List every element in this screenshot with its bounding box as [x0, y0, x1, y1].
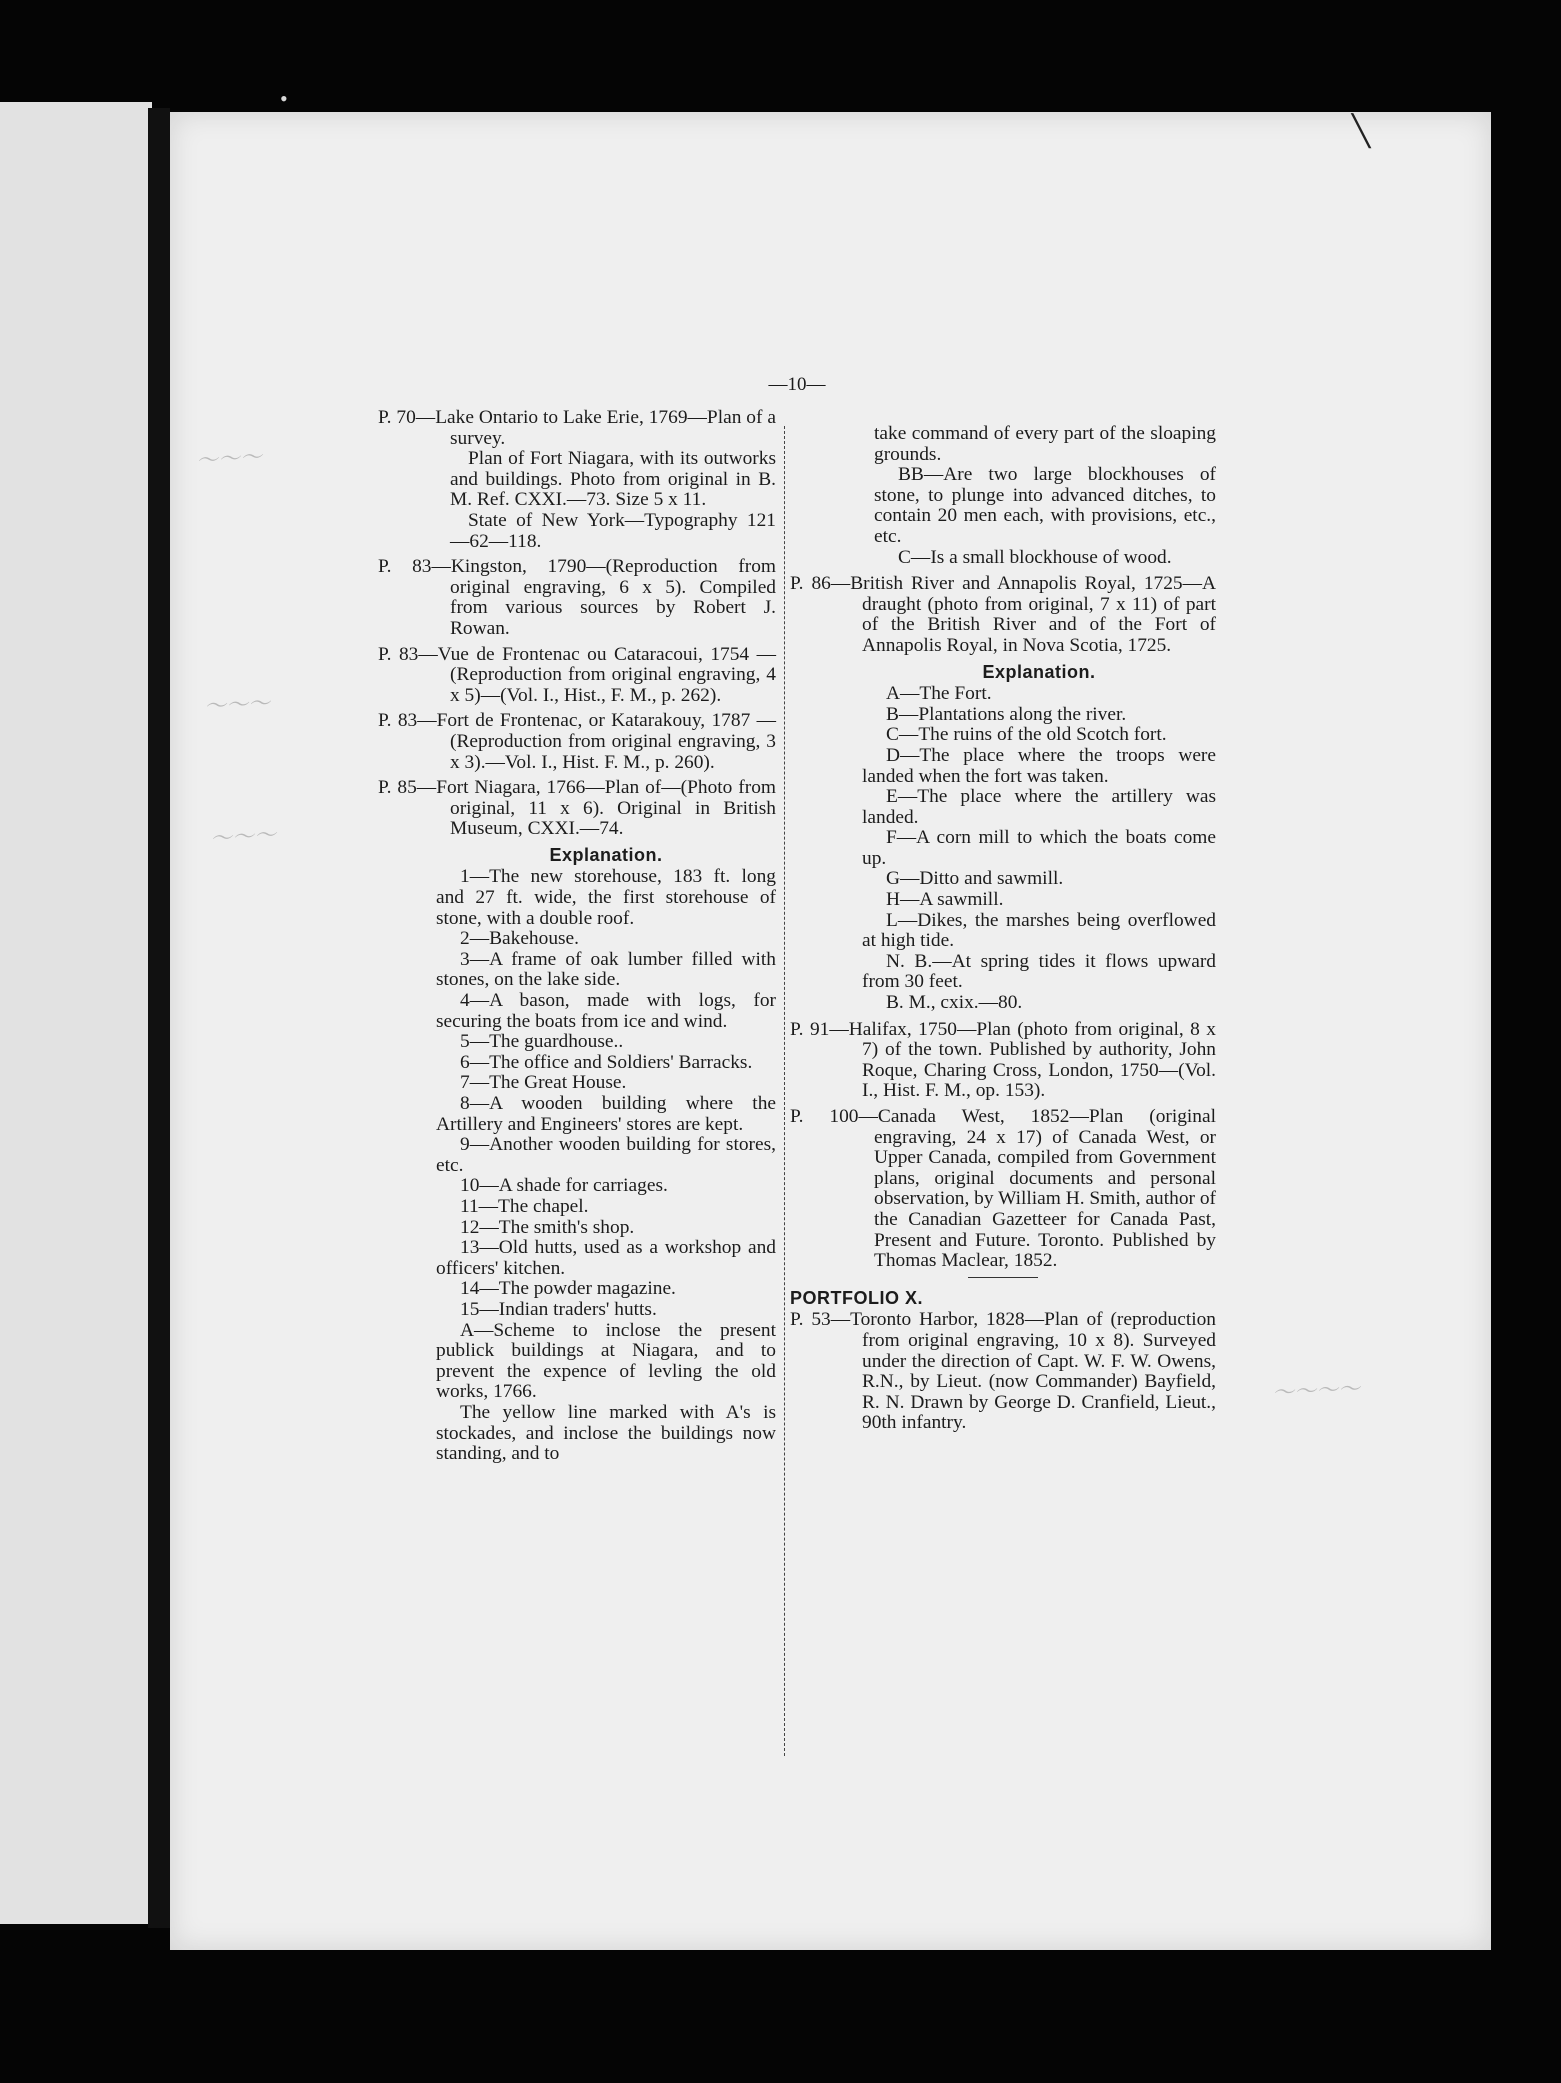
entry-text: Fort Niagara, 1766—Plan of—(Photo from original, 11 x 6). Original in British Museum, CXXI.—74.	[436, 777, 776, 840]
explanation-item: L—Dikes, the marshes being overflowed at high tide.	[862, 909, 1216, 952]
explanation-item: 12—The smith's shop.	[460, 1216, 635, 1238]
catalog-entry	[790, 574, 1216, 656]
explanation-item: 4—A bason, made with logs, for securing the boats from ice and wind.	[436, 990, 776, 1032]
portfolio-heading: PORTFOLIO X.	[790, 1287, 924, 1308]
catalog-entry	[790, 1310, 1216, 1434]
entry-ref: P. 83—	[378, 643, 438, 665]
explanation-block	[378, 845, 776, 1465]
catalog-entry	[790, 1107, 1216, 1272]
continuation-block	[790, 424, 1216, 568]
explanation-item: 11—The chapel.	[460, 1195, 589, 1217]
catalog-entry	[790, 1020, 1216, 1102]
explanation-item: F—A corn mill to which the boats come up.	[862, 827, 1216, 869]
explanation-item: 9—Another wooden building for stores, etc.	[436, 1134, 776, 1176]
explanation-item: 6—The office and Soldiers' Barracks.	[460, 1051, 753, 1073]
explanation-item: 15—Indian traders' hutts.	[460, 1298, 657, 1320]
section-divider	[968, 1277, 1038, 1278]
catalog-entry	[378, 778, 776, 840]
explanation-item: 1—The new storehouse, 183 ft. long and 27 ft. wide, the first storehouse of stone, with a double roof.	[436, 866, 776, 929]
pencil-annotation-ontario: ～～～	[195, 444, 263, 475]
entry-text: Toronto Harbor, 1828—Plan of (reproduction from original engraving, 10 x 8). Surveyed under the direction of Capt. W. F. W. Owens, R.N., by Lieut. (now Commander) Bayfield, R. N. Drawn by George D. Cranfield, Lieut., 90th infantry.	[850, 1309, 1216, 1434]
entry-text: Kingston, 1790—(Reproduction from original engraving, 6 x 5). Compiled from various sources by Robert J. Rowan.	[450, 556, 776, 639]
explanation-item: D—The place where the troops were landed when the fort was taken.	[862, 744, 1216, 787]
explanation-item: C—Is a small blockhouse of wood.	[898, 546, 1172, 568]
entry-text: Halifax, 1750—Plan (photo from original, 8 x 7) of the town. Published by authority, John Roque, Charing Cross, London, 1750—(Vol. I., Hist. F. M., op. 153).	[848, 1018, 1216, 1102]
explanation-heading: Explanation.	[549, 844, 663, 865]
right-column	[790, 424, 1216, 1439]
explanation-item: 8—A wooden building where the Artillery and Engineers' stores are kept.	[436, 1093, 776, 1135]
entry-text: Fort de Frontenac, or Katarakouy, 1787 — (Reproduction from original engraving, 3 x 3).—Vol. I., Hist. F. M., p. 260).	[436, 710, 776, 773]
explanation-item: A—The Fort.	[886, 683, 992, 705]
entry-subtext: State of New York—Typography 121—62—118.	[450, 509, 776, 552]
explanation-item: B. M., cxix.—80.	[886, 992, 1023, 1014]
entry-ref: P. 83—	[378, 710, 437, 732]
explanation-item: N. B.—At spring tides it flows upward from 30 feet.	[862, 950, 1216, 993]
pencil-annotation-kingston: ～～～	[203, 691, 271, 720]
catalog-entry	[378, 408, 776, 552]
explanation-item: E—The place where the artillery was landed.	[862, 786, 1216, 828]
entry-ref: P. 83—	[378, 556, 451, 578]
scan-speck: ╲	[1352, 115, 1371, 148]
catalog-entry	[378, 711, 776, 773]
entry-text: Canada West, 1852—Plan (original engraving, 24 x 17) of Canada West, or Upper Canada, compiled from Government plans, original documents and personal observation, by William H. Smith, author of the Canadian Gazetteer for Canada Past, Present and Future. Toronto. Published by Thomas Maclear, 1852.	[874, 1106, 1216, 1272]
entry-text: British River and Annapolis Royal, 1725—A draught (photo from original, 7 x 11) of part of the British River and of the Fort of Annapolis Royal, in Nova Scotia, 1725.	[850, 573, 1216, 656]
explanation-block	[790, 662, 1216, 1014]
entry-ref: P. 86—	[790, 573, 851, 595]
explanation-item: 13—Old hutts, used as a workshop and officers' kitchen.	[436, 1237, 776, 1279]
entry-text: Vue de Frontenac ou Cataracoui, 1754 — (Reproduction from original engraving, 4 x 5)—(Vol. I., Hist., F. M., p. 262).	[437, 643, 776, 706]
entry-ref: P. 70—	[378, 407, 436, 428]
explanation-item: 7—The Great House.	[460, 1072, 627, 1094]
explanation-heading: Explanation.	[982, 661, 1096, 682]
scan-speck: •	[280, 86, 288, 111]
pencil-annotation-ontario-2: ～～～～	[1271, 1376, 1361, 1407]
pencil-annotation-kingston-2: ～～～	[209, 822, 277, 853]
left-column	[378, 408, 776, 1465]
explanation-item: A—Scheme to inclose the present publick buildings at Niagara, and to prevent the expence of levling the old works, 1766.	[436, 1319, 776, 1403]
page-number: —10—	[768, 374, 826, 395]
column-divider	[784, 426, 785, 1756]
explanation-item: 14—The powder magazine.	[460, 1278, 676, 1300]
explanation-item: BB—Are two large blockhouses of stone, to plunge into advanced ditches, to contain 20 men each, with provisions, etc., etc.	[874, 464, 1216, 547]
continuation-text: take command of every part of the sloaping grounds.	[874, 423, 1216, 465]
entry-ref: P. 85—	[378, 777, 437, 799]
adjacent-left-page	[0, 102, 152, 1924]
entry-subtext: Plan of Fort Niagara, with its outworks and buildings. Photo from original in B. M. Ref. CXXI.—73. Size 5 x 11.	[450, 448, 776, 511]
page-edge-shadow	[148, 108, 170, 1928]
explanation-item: G—Ditto and sawmill.	[886, 868, 1064, 890]
catalog-entry	[378, 645, 776, 707]
explanation-item: 2—Bakehouse.	[460, 928, 580, 950]
explanation-item: 5—The guardhouse..	[460, 1031, 624, 1053]
entry-ref: P. 91—	[790, 1018, 849, 1040]
entry-text: Lake Ontario to Lake Erie, 1769—Plan of a survey.	[435, 407, 776, 449]
explanation-item: C—The ruins of the old Scotch fort.	[886, 724, 1167, 746]
explanation-item: H—A sawmill.	[886, 889, 1004, 911]
explanation-item: B—Plantations along the river.	[886, 703, 1127, 725]
explanation-item: 10—A shade for carriages.	[460, 1175, 668, 1197]
entry-ref: P. 53—	[790, 1309, 851, 1331]
explanation-item: The yellow line marked with A's is stockades, and inclose the buildings now standing, and to	[436, 1401, 776, 1465]
explanation-item: 3—A frame of oak lumber filled with stones, on the lake side.	[436, 948, 776, 991]
catalog-entry	[378, 557, 776, 639]
entry-ref: P. 100—	[790, 1106, 878, 1127]
